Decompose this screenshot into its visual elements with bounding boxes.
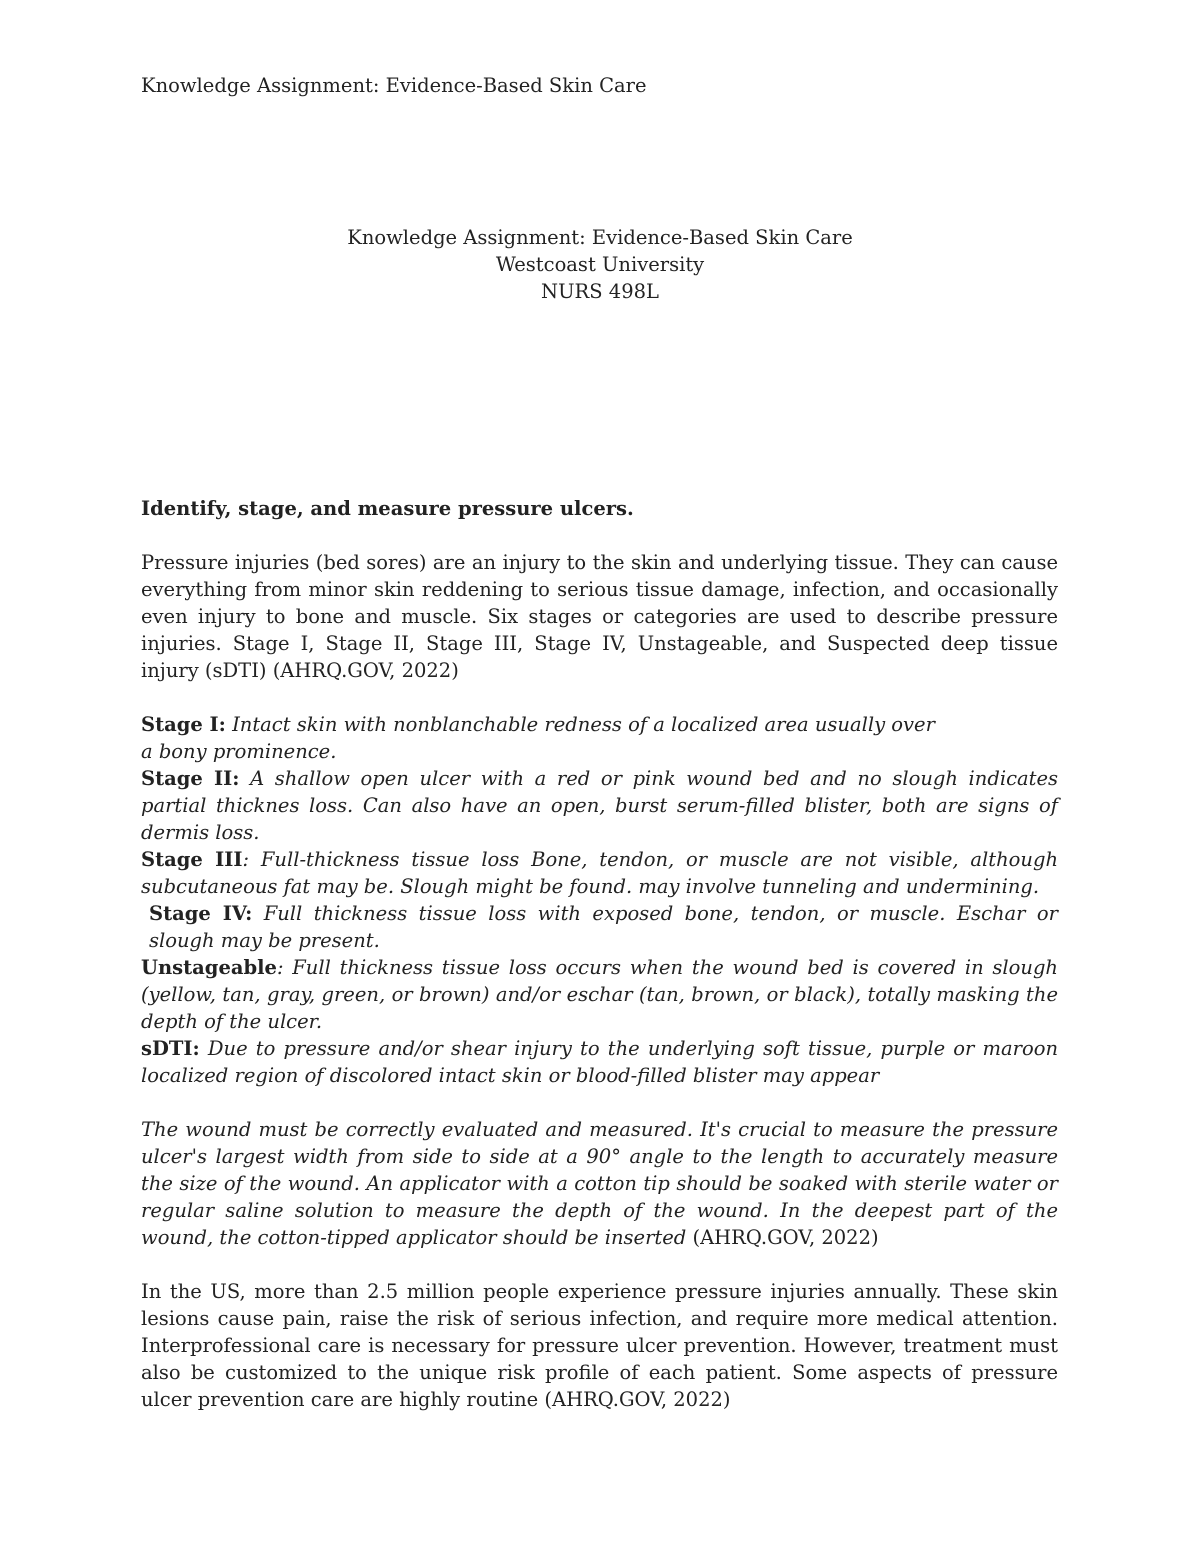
stage-item-5 — [141, 954, 1058, 1035]
title-block — [0, 224, 1200, 305]
measurement-text: The wound must be correctly evaluated and measured. It's crucial to measure the pressure ulcer's largest width from side to side at a 90° angle to the length to accurately measure the size of the wound. An applicator with a cotton tip should be soaked with sterile water or regular saline solution to measure the depth of the wound. In the deepest part of the wound, the cotton-tipped applicator should be inserted — [141, 1118, 1058, 1249]
stage-description: A shallow open ulcer with a red or pink wound bed and no slough indicates partial thicknes loss. Can also have an open, burst serum-filled blister, both are signs of dermis loss. — [141, 767, 1058, 844]
measurement-paragraph — [141, 1116, 1058, 1251]
institution-name: Westcoast University — [495, 253, 705, 276]
document-title: Knowledge Assignment: Evidence-Based Skin Care — [347, 226, 853, 249]
section-heading: Identify, stage, and measure pressure ulcers. — [141, 497, 634, 520]
stage-description: : Full-thickness tissue loss Bone, tendon, or muscle are not visible, although subcutaneous fat may be. Slough might be found. may involve tunneling and undermining. — [141, 848, 1058, 898]
stage-label: Stage III — [141, 848, 243, 871]
stage-description-cont: a bony prominence. — [141, 740, 337, 763]
closing-paragraph: In the US, more than 2.5 million people experience pressure injuries annually. These skin lesions cause pain, raise the risk of serious infection, and require more medical attention. Interprofessional care is necessary for pressure ulcer prevention. However, treatment must also be customized to the unique risk profile of each patient. Some aspects of pressure ulcer prevention care are highly routine (AHRQ.GOV, 2022) — [141, 1280, 1058, 1411]
stage-list — [141, 711, 1058, 1089]
stage-item-2 — [141, 765, 1058, 846]
intro-paragraph: Pressure injuries (bed sores) are an injury to the skin and underlying tissue. They can cause everything from minor skin reddening to serious tissue damage, infection, and occasionally even injury to bone and muscle. Six stages or categories are used to describe pressure injuries. Stage I, Stage II, Stage III, Stage IV, Unstageable, and Suspected deep tissue injury (sDTI) (AHRQ.GOV, 2022) — [141, 551, 1058, 682]
stage-item-1 — [141, 711, 1058, 765]
measurement-citation: (AHRQ.GOV, 2022) — [686, 1226, 879, 1249]
stage-item-3 — [141, 846, 1058, 900]
running-header: Knowledge Assignment: Evidence-Based Skin Care — [141, 74, 647, 97]
course-code: NURS 498L — [541, 280, 659, 303]
stage-description: Full thickness tissue loss with exposed bone, tendon, or muscle. Eschar or slough may be present. — [149, 902, 1058, 952]
stage-label: Stage II: — [141, 767, 240, 790]
document-body — [141, 495, 1058, 1440]
stage-description: : Full thickness tissue loss occurs when the wound bed is covered in slough (yellow, tan, gray, green, or brown) and/or eschar (tan, brown, or black), totally masking the depth of the ulcer. — [141, 956, 1058, 1033]
stage-description: Intact skin with nonblanchable redness of a localized area usually over — [232, 713, 935, 736]
stage-label: Unstageable — [141, 956, 277, 979]
stage-label: Stage I: — [141, 713, 226, 736]
stage-label: Stage IV: — [149, 902, 253, 925]
stage-item-4 — [141, 900, 1058, 954]
stage-description: Due to pressure and/or shear injury to the underlying soft tissue, purple or maroon localized region of discolored intact skin or blood-filled blister may appear — [141, 1037, 1059, 1087]
stage-label: sDTI: — [141, 1037, 200, 1060]
stage-item-6 — [141, 1035, 1058, 1089]
